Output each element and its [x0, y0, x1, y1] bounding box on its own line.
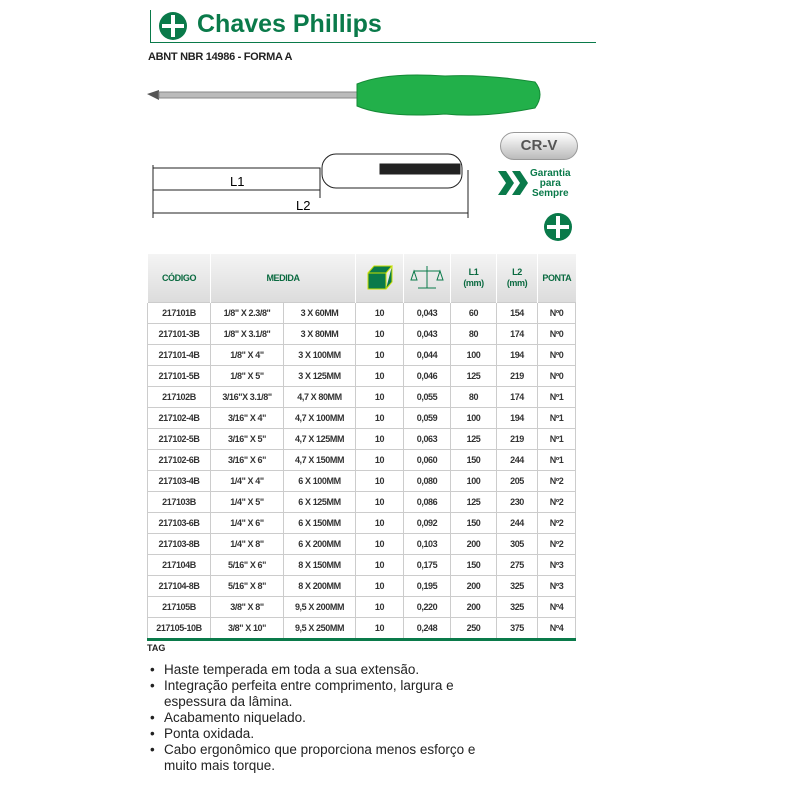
feature-item: • Acabamento niquelado.	[164, 710, 504, 726]
cell-l1: 200	[451, 576, 497, 597]
cell-medida-mm: 6 X 200MM	[284, 534, 356, 555]
header-medida: MEDIDA	[211, 254, 356, 303]
header-ponta: PONTA	[538, 254, 576, 303]
cell-quantity: 10	[356, 534, 404, 555]
screwdriver-photo	[145, 70, 545, 130]
tag-label: TAG	[147, 643, 166, 653]
cell-weight: 0,086	[404, 492, 451, 513]
cell-ponta: Nº3	[538, 555, 576, 576]
cell-l2: 325	[497, 597, 538, 618]
cell-l2: 154	[497, 303, 538, 324]
cell-l1: 100	[451, 408, 497, 429]
cell-codigo: 217105-10B	[148, 618, 211, 640]
cell-codigo: 217101B	[148, 303, 211, 324]
cell-codigo: 217103-4B	[148, 471, 211, 492]
cell-medida-inch: 1/8" X 2.3/8"	[211, 303, 284, 324]
cell-l1: 100	[451, 345, 497, 366]
cell-medida-mm: 4,7 X 80MM	[284, 387, 356, 408]
cell-quantity: 10	[356, 303, 404, 324]
table-row	[148, 408, 576, 429]
table-row	[148, 555, 576, 576]
l2-label: L2	[296, 198, 311, 213]
cell-medida-mm: 3 X 125MM	[284, 366, 356, 387]
cell-medida-mm: 9,5 X 250MM	[284, 618, 356, 640]
cell-medida-inch: 3/8" X 8"	[211, 597, 284, 618]
table-row	[148, 366, 576, 387]
header-l1: L1	[468, 267, 479, 277]
table-row	[148, 450, 576, 471]
cell-l2: 174	[497, 387, 538, 408]
feature-item: • Integração perfeita entre comprimento, largura e espessura da lâmina.	[164, 678, 504, 710]
table-row	[148, 429, 576, 450]
cell-l1: 125	[451, 429, 497, 450]
cell-ponta: Nº1	[538, 387, 576, 408]
cell-weight: 0,055	[404, 387, 451, 408]
cell-medida-inch: 1/8" X 3.1/8"	[211, 324, 284, 345]
cell-medida-mm: 6 X 100MM	[284, 471, 356, 492]
cell-ponta: Nº4	[538, 597, 576, 618]
cell-l1: 150	[451, 555, 497, 576]
cell-weight: 0,063	[404, 429, 451, 450]
cell-quantity: 10	[356, 471, 404, 492]
l1-label: L1	[230, 174, 245, 189]
warranty-line: Sempre	[531, 188, 569, 199]
cell-quantity: 10	[356, 492, 404, 513]
cell-medida-mm: 3 X 100MM	[284, 345, 356, 366]
crv-badge: CR-V	[500, 132, 578, 160]
cell-medida-mm: 4,7 X 100MM	[284, 408, 356, 429]
table-row	[148, 345, 576, 366]
cell-quantity: 10	[356, 513, 404, 534]
cell-l1: 250	[451, 618, 497, 640]
cell-weight: 0,060	[404, 450, 451, 471]
cell-medida-mm: 9,5 X 200MM	[284, 597, 356, 618]
cell-l2: 375	[497, 618, 538, 640]
product-table	[147, 254, 576, 641]
cell-l1: 150	[451, 513, 497, 534]
table-row	[148, 387, 576, 408]
cell-quantity: 10	[356, 576, 404, 597]
cell-medida-inch: 3/8" X 10"	[211, 618, 284, 640]
cell-medida-mm: 6 X 150MM	[284, 513, 356, 534]
cell-ponta: Nº3	[538, 576, 576, 597]
cell-medida-mm: 4,7 X 125MM	[284, 429, 356, 450]
cell-quantity: 10	[356, 408, 404, 429]
chevron-right-icon	[498, 171, 530, 195]
cell-l2: 275	[497, 555, 538, 576]
header-quantity	[356, 254, 404, 303]
cell-weight: 0,080	[404, 471, 451, 492]
table-row	[148, 324, 576, 345]
table-row	[148, 618, 576, 640]
cell-medida-inch: 1/8" X 4"	[211, 345, 284, 366]
cell-codigo: 217101-3B	[148, 324, 211, 345]
table-row	[148, 303, 576, 324]
cell-ponta: Nº0	[538, 345, 576, 366]
cell-medida-inch: 1/8" X 5"	[211, 366, 284, 387]
cell-weight: 0,248	[404, 618, 451, 640]
cell-quantity: 10	[356, 429, 404, 450]
header-codigo: CÓDIGO	[148, 254, 211, 303]
cell-l2: 244	[497, 513, 538, 534]
cell-l1: 100	[451, 471, 497, 492]
cell-l2: 205	[497, 471, 538, 492]
box-icon	[365, 263, 395, 291]
cell-medida-inch: 1/4" X 5"	[211, 492, 284, 513]
cell-codigo: 217105B	[148, 597, 211, 618]
header-l1-unit: (mm)	[463, 278, 484, 288]
cell-medida-mm: 4,7 X 150MM	[284, 450, 356, 471]
table-row	[148, 534, 576, 555]
cell-codigo: 217102-5B	[148, 429, 211, 450]
cell-codigo: 217103-8B	[148, 534, 211, 555]
cell-ponta: Nº4	[538, 618, 576, 640]
cell-medida-inch: 1/4" X 4"	[211, 471, 284, 492]
cell-codigo: 217102-6B	[148, 450, 211, 471]
page-title: Chaves Phillips	[197, 10, 382, 38]
header-l2: L2	[512, 267, 522, 277]
cell-medida-mm: 3 X 80MM	[284, 324, 356, 345]
cell-quantity: 10	[356, 324, 404, 345]
table-row	[148, 576, 576, 597]
cell-l2: 305	[497, 534, 538, 555]
cell-weight: 0,059	[404, 408, 451, 429]
cell-quantity: 10	[356, 450, 404, 471]
cell-quantity: 10	[356, 555, 404, 576]
cell-l2: 325	[497, 576, 538, 597]
cell-l1: 200	[451, 597, 497, 618]
cell-medida-inch: 1/4" X 6"	[211, 513, 284, 534]
cell-ponta: Nº2	[538, 471, 576, 492]
header-weight	[404, 254, 451, 303]
feature-list	[147, 662, 504, 774]
cell-codigo: 217102B	[148, 387, 211, 408]
cell-weight: 0,043	[404, 324, 451, 345]
cell-l2: 194	[497, 345, 538, 366]
warranty-badge	[530, 169, 571, 199]
phillips-logo-icon	[158, 11, 188, 41]
cell-medida-inch: 3/16" X 5"	[211, 429, 284, 450]
cell-weight: 0,043	[404, 303, 451, 324]
table-row	[148, 513, 576, 534]
cell-weight: 0,092	[404, 513, 451, 534]
cell-ponta: Nº2	[538, 513, 576, 534]
cell-medida-inch: 3/16" X 4"	[211, 408, 284, 429]
cell-codigo: 217104-8B	[148, 576, 211, 597]
cell-quantity: 10	[356, 618, 404, 640]
cell-quantity: 10	[356, 597, 404, 618]
cell-ponta: Nº2	[538, 534, 576, 555]
cell-l2: 174	[497, 324, 538, 345]
cell-l1: 150	[451, 450, 497, 471]
cell-codigo: 217102-4B	[148, 408, 211, 429]
warranty-line: para	[539, 178, 561, 189]
cell-quantity: 10	[356, 345, 404, 366]
cell-ponta: Nº1	[538, 429, 576, 450]
table-row	[148, 492, 576, 513]
cell-weight: 0,175	[404, 555, 451, 576]
table-row	[148, 597, 576, 618]
table-section	[147, 254, 575, 774]
feature-item: • Ponta oxidada.	[164, 726, 504, 742]
cell-l1: 80	[451, 324, 497, 345]
cell-ponta: Nº2	[538, 492, 576, 513]
cell-medida-inch: 3/16"X 3.1/8"	[211, 387, 284, 408]
cell-ponta: Nº1	[538, 408, 576, 429]
cell-l2: 219	[497, 429, 538, 450]
cell-medida-mm: 8 X 150MM	[284, 555, 356, 576]
cell-l1: 125	[451, 366, 497, 387]
cell-l1: 80	[451, 387, 497, 408]
cell-weight: 0,044	[404, 345, 451, 366]
cell-medida-mm: 8 X 200MM	[284, 576, 356, 597]
cell-medida-inch: 1/4" X 8"	[211, 534, 284, 555]
feature-item: • Cabo ergonômico que proporciona menos esforço e muito mais torque.	[164, 742, 504, 774]
cell-medida-mm: 6 X 125MM	[284, 492, 356, 513]
cell-weight: 0,195	[404, 576, 451, 597]
cell-medida-mm: 3 X 60MM	[284, 303, 356, 324]
cell-l1: 125	[451, 492, 497, 513]
cell-ponta: Nº0	[538, 303, 576, 324]
cell-weight: 0,046	[404, 366, 451, 387]
header-l2-unit: (mm)	[506, 278, 528, 288]
cell-medida-inch: 5/16" X 6"	[211, 555, 284, 576]
cell-l2: 219	[497, 366, 538, 387]
cell-codigo: 217103B	[148, 492, 211, 513]
cell-medida-inch: 5/16" X 8"	[211, 576, 284, 597]
cell-ponta: Nº0	[538, 324, 576, 345]
cell-l2: 194	[497, 408, 538, 429]
cell-l2: 244	[497, 450, 538, 471]
cell-medida-inch: 3/16" X 6"	[211, 450, 284, 471]
cell-l2: 230	[497, 492, 538, 513]
cell-codigo: 217101-5B	[148, 366, 211, 387]
cell-weight: 0,103	[404, 534, 451, 555]
table-row	[148, 471, 576, 492]
cell-quantity: 10	[356, 366, 404, 387]
cell-codigo: 217101-4B	[148, 345, 211, 366]
cell-quantity: 10	[356, 387, 404, 408]
cell-l1: 60	[451, 303, 497, 324]
scale-icon	[410, 263, 444, 291]
standard-subtitle: ABNT NBR 14986 - FORMA A	[148, 51, 293, 63]
cell-ponta: Nº1	[538, 450, 576, 471]
cell-weight: 0,220	[404, 597, 451, 618]
phillips-tip-icon	[543, 212, 573, 242]
cell-ponta: Nº0	[538, 366, 576, 387]
warranty-line: Garantia	[530, 168, 571, 179]
cell-codigo: 217104B	[148, 555, 211, 576]
cell-l1: 200	[451, 534, 497, 555]
cell-codigo: 217103-6B	[148, 513, 211, 534]
feature-item: • Haste temperada em toda a sua extensão.	[164, 662, 504, 678]
